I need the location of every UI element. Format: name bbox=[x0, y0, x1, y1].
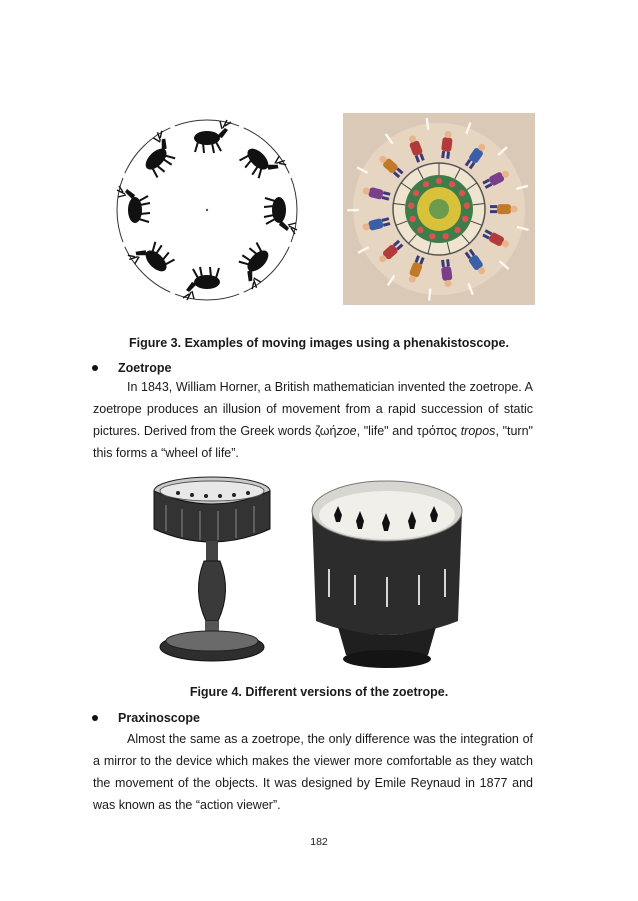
zoetrope-engraving bbox=[148, 471, 276, 675]
praxinoscope-heading: Praxinoscope bbox=[92, 711, 200, 725]
page-number: 182 bbox=[310, 836, 328, 848]
bullet-dot-icon bbox=[92, 715, 98, 721]
phenakistoscope-figures-disc bbox=[343, 113, 535, 305]
bullet-dot-icon bbox=[92, 365, 98, 371]
zoetrope-heading: Zoetrope bbox=[92, 361, 171, 375]
praxinoscope-paragraph: Almost the same as a zoetrope, the only difference was the integration of a mirror to the device which makes the viewer more comfortable as they watch the movement of the objects. It was designed by Emile Reynaud in 1877 and was known as the “action viewer”. bbox=[93, 732, 533, 812]
zoetrope-photo bbox=[306, 471, 468, 675]
zoetrope-paragraph: In 1843, William Horner, a British mathematician invented the zoetrope. A zoetrope produces an illusion of movement from a rapid succession of static pictures. Derived from the Greek words ζωήzoe, "life" and τρόπος tropos, "turn" this forms a “wheel of life”. bbox=[93, 380, 533, 460]
figure3-caption: Figure 3. Examples of moving images using a phenakistoscope. bbox=[129, 336, 509, 350]
phenakistoscope-deer-disc bbox=[106, 112, 308, 308]
figure4-caption: Figure 4. Different versions of the zoetrope. bbox=[189, 685, 449, 699]
